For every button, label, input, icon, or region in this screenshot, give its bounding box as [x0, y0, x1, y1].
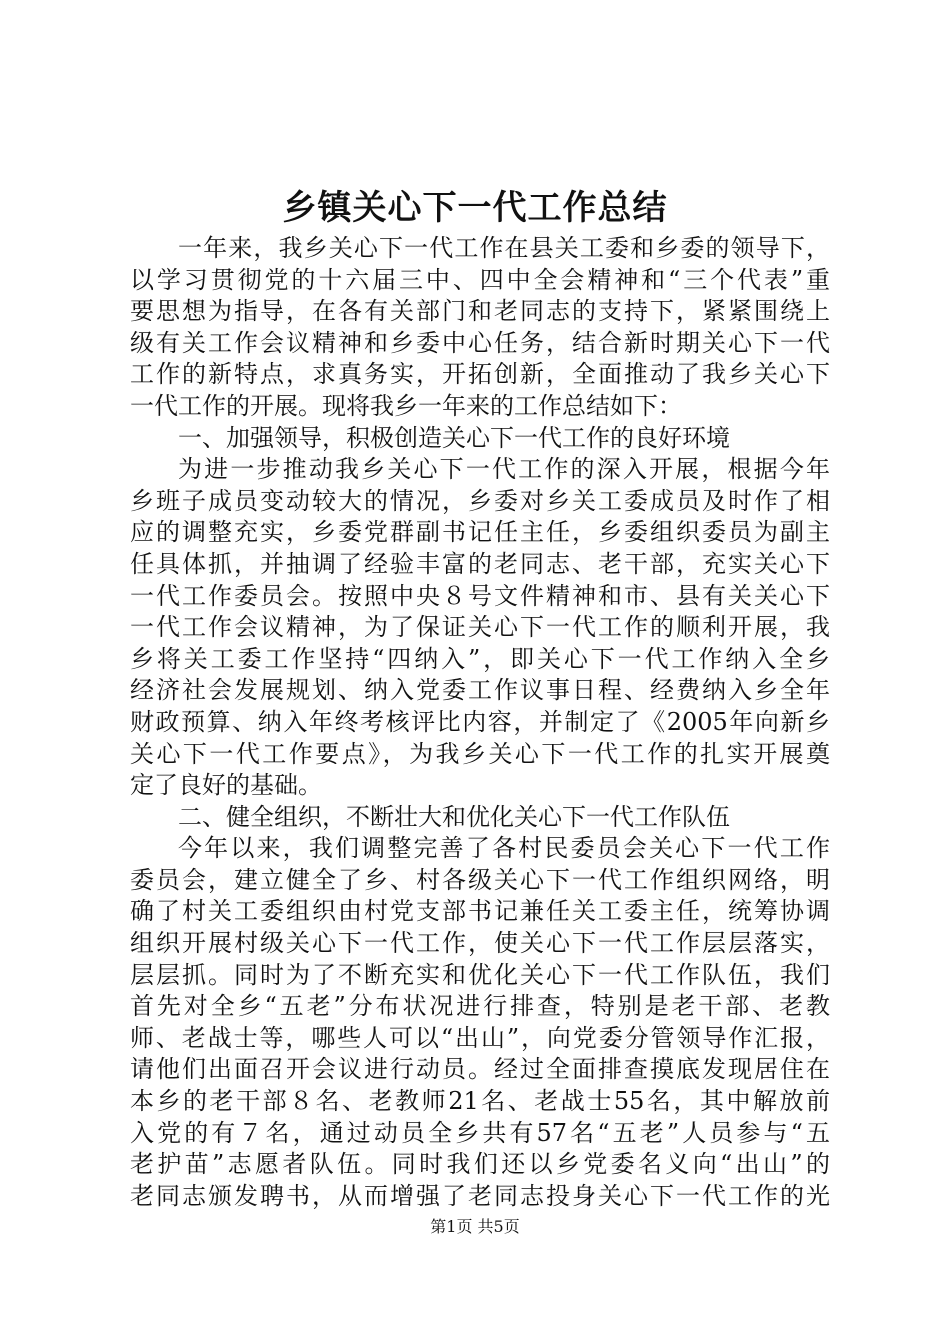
body-text-line: 首先对全乡“五老”分布状况进行排查，特别是老干部、老教 — [130, 992, 830, 1021]
body-text-line: 请他们出面召开会议进行动员。经过全面排查摸底发现居住在 — [130, 1055, 830, 1084]
body-text-line: 入党的有７名，通过动员全乡共有57名“五老”人员参与“五 — [130, 1118, 830, 1147]
body-text-line: 乡将关工委工作坚持“四纳入”，即关心下一代工作纳入全乡 — [130, 644, 830, 673]
body-text-line: 要思想为指导，在各有关部门和老同志的支持下，紧紧围绕上 — [130, 297, 830, 326]
body-text-line: 一代工作会议精神，为了保证关心下一代工作的顺利开展，我 — [130, 613, 830, 642]
body-text-line: 任具体抓，并抽调了经验丰富的老同志、老干部，充实关心下 — [130, 549, 830, 578]
body-text-line: 经济社会发展规划、纳入党委工作议事日程、经费纳入乡全年 — [130, 676, 830, 705]
body-text-line: 一年来，我乡关心下一代工作在县关工委和乡委的领导下， — [178, 234, 830, 262]
body-text-line: 本乡的老干部８名、老教师21名、老战士55名，其中解放前 — [130, 1087, 830, 1116]
body-text-line: 今年以来，我们调整完善了各村民委员会关心下一代工作 — [178, 834, 830, 863]
body-text-line: 组织开展村级关心下一代工作，使关心下一代工作层层落实， — [130, 929, 830, 958]
body-text-line: 老护苗”志愿者队伍。同时我们还以乡党委名义向“出山”的 — [130, 1150, 830, 1179]
body-text-line: 老同志颁发聘书，从而增强了老同志投身关心下一代工作的光 — [130, 1181, 830, 1210]
body-text-line: 应的调整充实，乡委党群副书记任主任，乡委组织委员为副主 — [130, 518, 830, 547]
body-text-line: 乡班子成员变动较大的情况，乡委对乡关工委成员及时作了相 — [130, 486, 830, 515]
page-footer: 第1页 共5页 — [430, 1217, 520, 1236]
body-text-line: 层层抓。同时为了不断充实和优化关心下一代工作队伍，我们 — [130, 960, 830, 989]
body-text-line: 委员会，建立健全了乡、村各级关心下一代工作组织网络，明 — [130, 865, 830, 894]
body-text-line: 一代工作的开展。现将我乡一年来的工作总结如下： — [130, 391, 682, 420]
body-text-line: 关心下一代工作要点》，为我乡关心下一代工作的扎实开展奠 — [130, 739, 830, 768]
document-body — [130, 233, 830, 1212]
body-text-line: 一、加强领导，积极创造关心下一代工作的良好环境 — [178, 423, 730, 452]
body-text-line: 确了村关工委组织由村党支部书记兼任关工委主任，统筹协调 — [130, 897, 830, 926]
body-text-line: 一代工作委员会。按照中央８号文件精神和市、县有关关心下 — [130, 581, 830, 610]
body-text-line: 师、老战士等，哪些人可以“出山”，向党委分管领导作汇报， — [130, 1023, 830, 1052]
body-text-line: 级有关工作会议精神和乡委中心任务，结合新时期关心下一代 — [130, 328, 830, 357]
body-text-line: 定了良好的基础。 — [130, 771, 322, 800]
body-text-line: 为进一步推动我乡关心下一代工作的深入开展，根据今年 — [178, 455, 830, 484]
body-text-line: 以学习贯彻党的十六届三中、四中全会精神和“三个代表”重 — [130, 265, 830, 294]
body-text-line: 财政预算、纳入年终考核评比内容，并制定了《2005年向新乡 — [130, 707, 830, 736]
document-title: 乡镇关心下一代工作总结 — [282, 188, 668, 228]
body-text-line: 二、健全组织，不断壮大和优化关心下一代工作队伍 — [178, 802, 730, 831]
body-text-line: 工作的新特点，求真务实，开拓创新，全面推动了我乡关心下 — [130, 360, 830, 389]
